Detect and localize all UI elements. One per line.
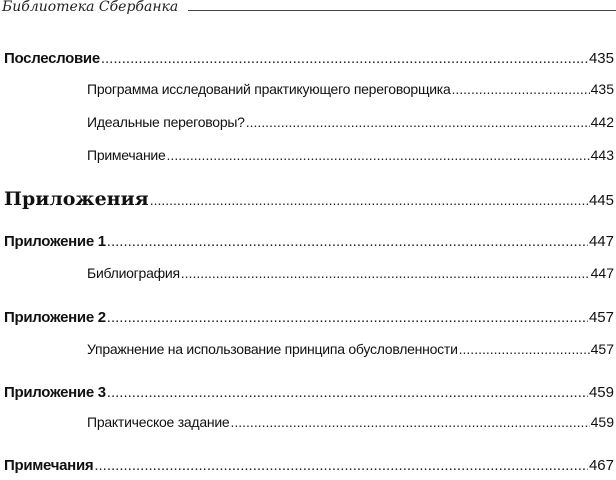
toc-subentry-bibliography[interactable]: [87, 265, 614, 281]
dot-leader: [94, 457, 588, 474]
toc-page-number: 445: [588, 192, 614, 209]
toc-entry-appendix-3[interactable]: [4, 384, 614, 401]
toc-page-number: 435: [588, 50, 614, 67]
running-header: [0, 0, 616, 20]
dot-leader: [150, 192, 588, 208]
book-series-title: Библиотека Сбербанка: [2, 0, 179, 15]
toc-entry-label: Приложение 2: [4, 309, 106, 326]
toc-entry-label: Приложение 3: [4, 384, 106, 401]
toc-entry-appendices[interactable]: [4, 188, 614, 210]
dot-leader: [230, 414, 589, 430]
dot-leader: [246, 114, 590, 130]
toc-entry-appendix-2[interactable]: [4, 309, 614, 326]
toc-entry-notes[interactable]: [4, 457, 614, 474]
dot-leader: [167, 147, 590, 163]
toc-subentry-label: Упражнение на использование принципа обусловленности: [87, 341, 458, 357]
toc-page-number: 467: [588, 457, 614, 474]
toc-page-number: 459: [590, 414, 614, 430]
toc-entry-label: Примечания: [4, 457, 94, 474]
toc-subentry-label: Библиография: [87, 265, 180, 281]
dot-leader: [101, 50, 588, 67]
toc-subentry-label: Практическое задание: [87, 414, 230, 430]
toc-subentry-conditionality-exercise[interactable]: [87, 341, 614, 357]
toc-part-label: Приложения: [4, 188, 149, 210]
toc-entry-afterword[interactable]: [4, 50, 614, 67]
toc-subentry-practical-task[interactable]: [87, 414, 614, 430]
toc-entry-label: Послесловие: [4, 50, 100, 67]
dot-leader: [107, 384, 588, 401]
dot-leader: [107, 233, 588, 250]
toc-page-number: 447: [590, 265, 614, 281]
toc-entry-appendix-1[interactable]: [4, 233, 614, 250]
toc-page-number: 435: [590, 81, 614, 97]
header-rule: [188, 10, 616, 11]
toc-subentry-label: Программа исследований практикующего переговорщика: [87, 81, 451, 97]
dot-leader: [107, 309, 588, 326]
dot-leader: [181, 265, 590, 281]
toc-entry-label: Приложение 1: [4, 233, 106, 250]
toc-page-number: 443: [590, 147, 614, 163]
toc-subentry-label: Примечание: [87, 147, 166, 163]
toc-subentry-label: Идеальные переговоры?: [87, 114, 245, 130]
dot-leader: [452, 81, 590, 97]
toc-subentry-research-program[interactable]: [87, 81, 614, 97]
toc-subentry-ideal-negotiations[interactable]: [87, 114, 614, 130]
toc-page-number: 459: [588, 384, 614, 401]
toc-page-number: 442: [590, 114, 614, 130]
toc-page-number: 447: [588, 233, 614, 250]
toc-subentry-note[interactable]: [87, 147, 614, 163]
toc-page-number: 457: [590, 341, 614, 357]
toc-page-number: 457: [588, 309, 614, 326]
dot-leader: [459, 341, 590, 357]
